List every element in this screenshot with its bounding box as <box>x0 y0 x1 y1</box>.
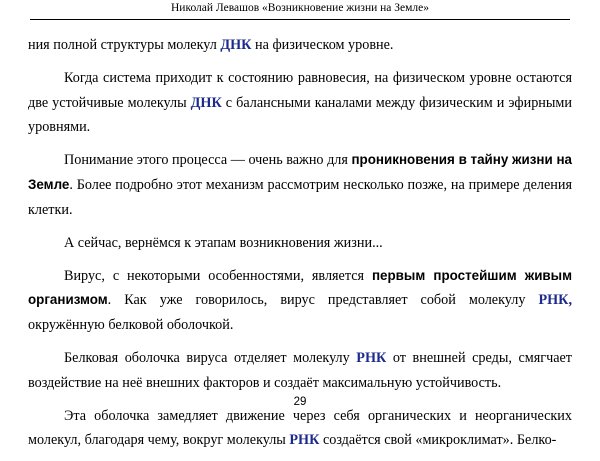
header-divider <box>30 19 570 20</box>
term-rnk: РНК, <box>538 292 572 309</box>
paragraph <box>28 264 572 338</box>
paragraph <box>28 66 572 140</box>
term-rnk: РНК <box>356 350 387 367</box>
text-run: . Более подробно этот механизм рассмотрим несколько позже, на примере деления клетки. <box>28 176 572 218</box>
text-run: ния полной структуры молекул <box>28 37 221 53</box>
text-run: Эта оболочка замедляет движение через себя органических и неорганических молекул, благодаря чему, вокруг молекулы <box>28 407 572 449</box>
paragraph <box>28 346 572 395</box>
text-run: Понимание этого процесса — очень важно для <box>64 152 352 169</box>
paragraph <box>28 148 572 222</box>
page-number: 29 <box>293 396 307 408</box>
text-run: от внешней среды, смягчает воздействие на неё внешних факторов и создаёт максимальную устойчивость. <box>28 350 573 391</box>
running-header: Николай Левашов «Возникновение жизни на Земле» <box>170 2 429 14</box>
paragraph <box>28 231 572 256</box>
text-run: окружённую белковой оболочкой. <box>28 316 234 333</box>
text-run: А сейчас, вернёмся к этапам возникновения жизни... <box>64 234 383 251</box>
term-dnk: ДНК <box>220 37 252 53</box>
emphasis-phrase: первым простейшим живым организмом <box>28 267 572 308</box>
text-run: создаётся свой «микроклимат». Белко- <box>319 432 557 449</box>
paragraph <box>28 33 572 58</box>
text-run: на физическом уровне. <box>251 37 394 53</box>
paragraph <box>28 404 572 453</box>
text-run: с балансными каналами между физическим и эфирными уровнями. <box>28 94 572 136</box>
text-run: . Как уже говорилось, вирус представляет собой молекулу <box>107 292 539 309</box>
text-run: Белковая оболочка вируса отделяет молекулу <box>64 350 357 367</box>
emphasis-phrase: проникновения в тайну жизни на Земле <box>28 152 573 192</box>
text-run: Вирус, с некоторыми особенностями, является <box>64 267 372 284</box>
term-dnk: ДНК <box>190 94 222 111</box>
term-rnk: РНК <box>289 432 320 449</box>
text-run: Когда система приходит к состоянию равновесия, на физическом уровне остаются две устойчивые молекулы <box>28 70 572 111</box>
